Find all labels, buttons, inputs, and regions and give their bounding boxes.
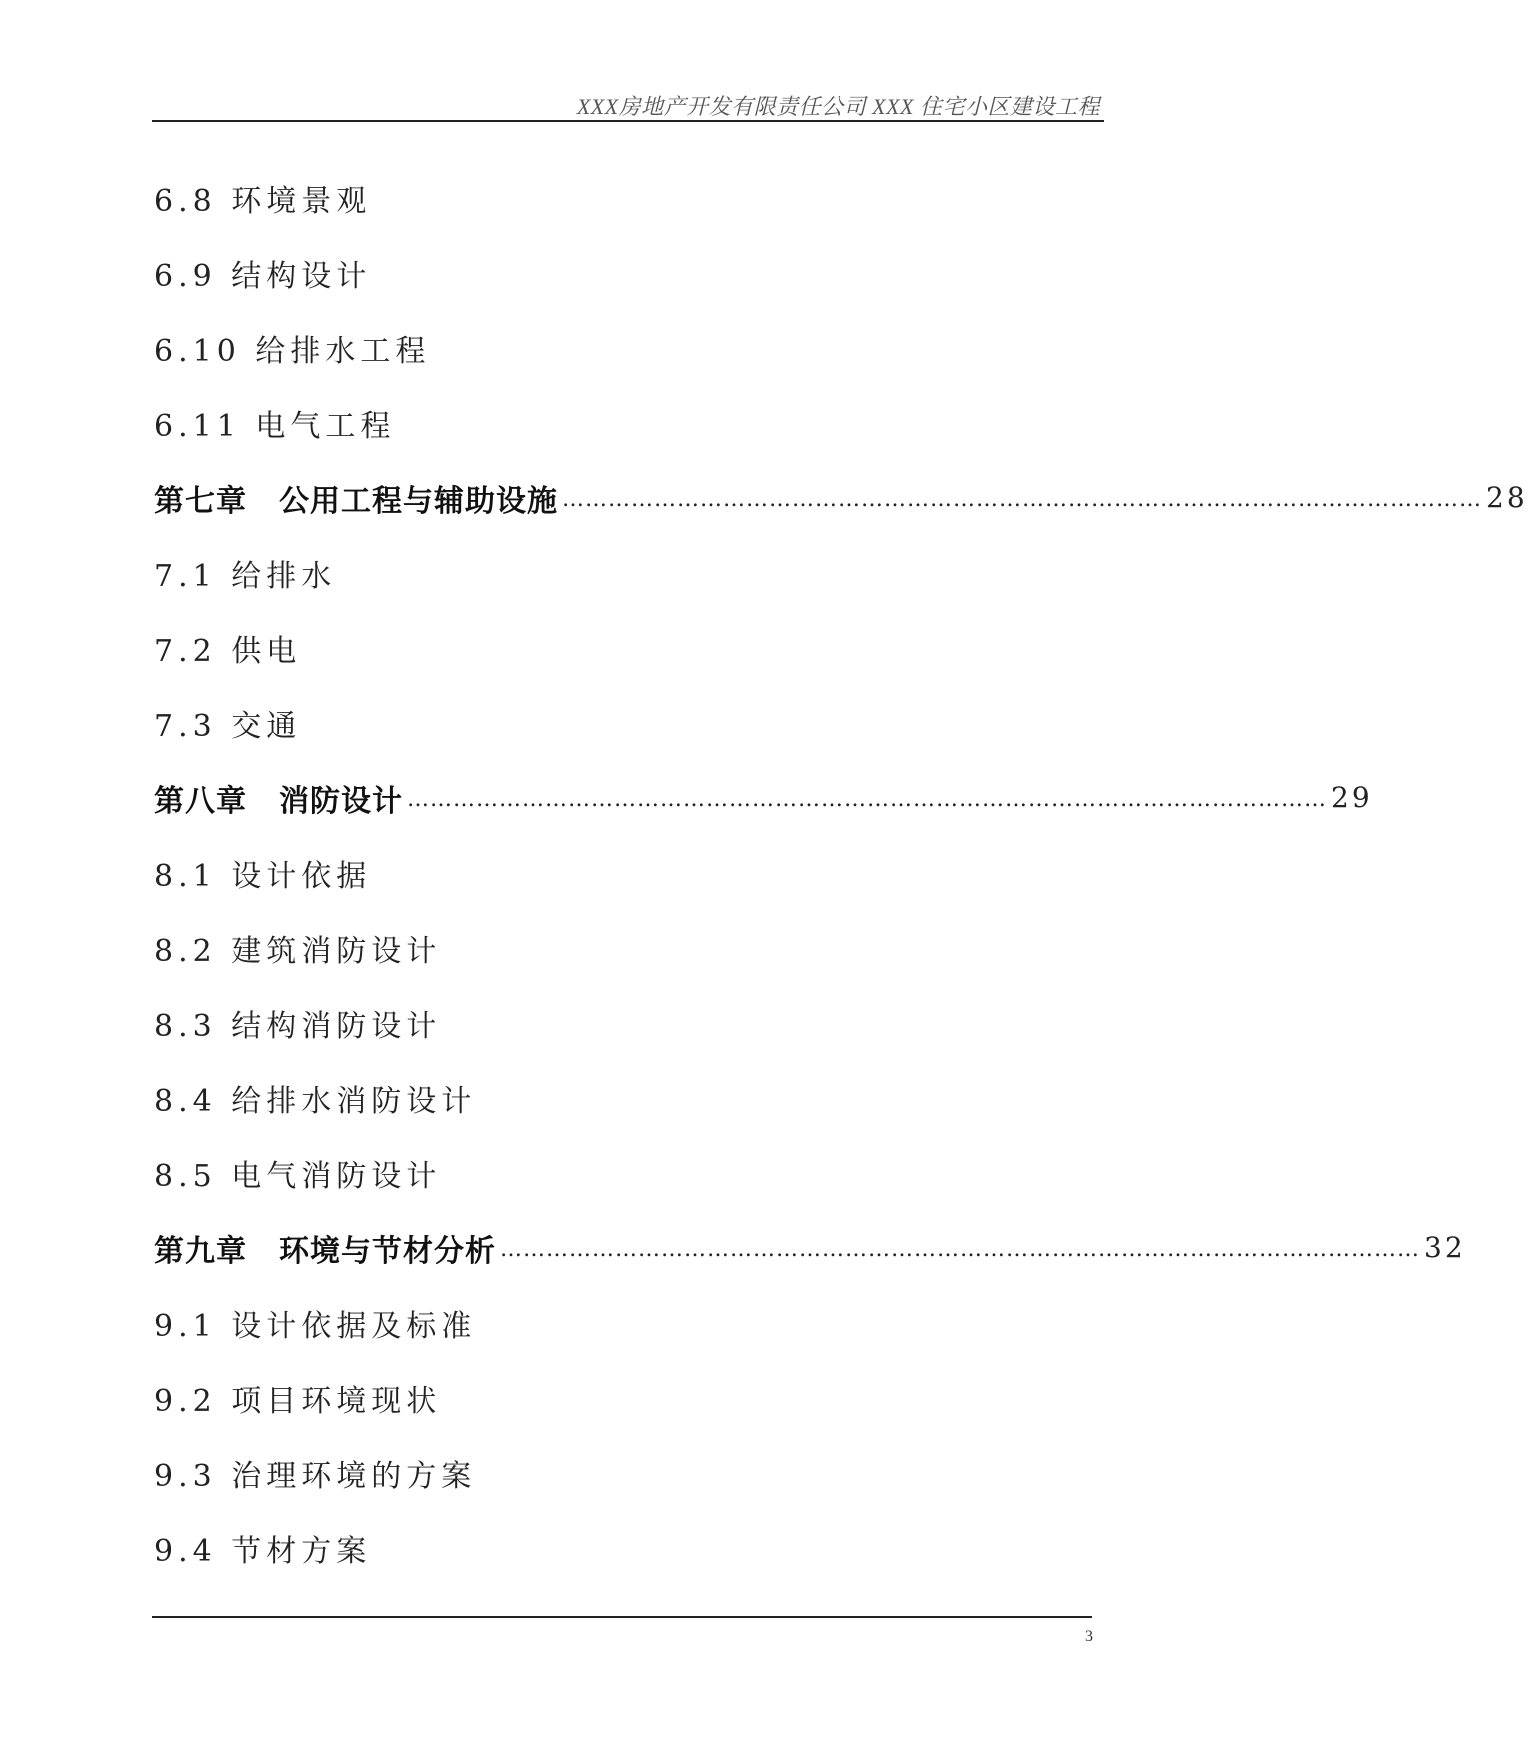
toc-entry-text: 8.4 给排水消防设计 — [154, 1083, 477, 1119]
chapter-number: 第九章 — [154, 1233, 247, 1269]
toc-entry[interactable] — [154, 1360, 1086, 1435]
toc-entry[interactable] — [154, 160, 1086, 235]
page-header — [152, 84, 1104, 122]
toc-entry-text: 6.11 电气工程 — [154, 408, 396, 444]
toc-entry-text: 9.1 设计依据及标准 — [154, 1308, 477, 1344]
toc-entry[interactable] — [154, 1060, 1086, 1135]
toc-entry[interactable] — [154, 1285, 1086, 1360]
chapter-page-number: 29 — [1331, 781, 1373, 814]
chapter-number: 第七章 — [154, 483, 247, 519]
toc-entry[interactable] — [154, 310, 1086, 385]
toc-entry[interactable] — [154, 385, 1086, 460]
dot-leader: ………………………………………………………………………………………………………… — [562, 487, 1482, 512]
toc-chapter-entry[interactable] — [154, 760, 1373, 835]
table-of-contents — [154, 160, 1528, 1585]
toc-entry-text: 7.3 交通 — [154, 708, 302, 744]
toc-entry[interactable] — [154, 835, 1086, 910]
toc-entry-text: 8.5 电气消防设计 — [154, 1158, 442, 1194]
toc-entry[interactable] — [154, 1135, 1086, 1210]
chapter-title: 公用工程与辅助设施 — [279, 483, 558, 519]
toc-entry-text: 8.2 建筑消防设计 — [154, 933, 442, 969]
dot-leader: ………………………………………………………………………………………………………… — [500, 1237, 1420, 1262]
toc-entry[interactable] — [154, 610, 1086, 685]
toc-entry[interactable] — [154, 685, 1086, 760]
toc-entry[interactable] — [154, 1510, 1086, 1585]
toc-entry-text: 6.10 给排水工程 — [154, 333, 431, 369]
toc-entry-text: 6.8 环境景观 — [154, 183, 372, 219]
toc-entry[interactable] — [154, 1435, 1086, 1510]
toc-entry-text: 8.1 设计依据 — [154, 858, 372, 894]
toc-entry[interactable] — [154, 910, 1086, 985]
toc-entry-text: 9.2 项目环境现状 — [154, 1383, 442, 1419]
toc-entry-text: 7.1 给排水 — [154, 558, 337, 594]
toc-entry-text: 9.3 治理环境的方案 — [154, 1458, 477, 1494]
toc-entry-text: 8.3 结构消防设计 — [154, 1008, 442, 1044]
chapter-title: 环境与节材分析 — [279, 1233, 496, 1269]
toc-entry[interactable] — [154, 535, 1086, 610]
toc-entry-text: 6.9 结构设计 — [154, 258, 372, 294]
chapter-number: 第八章 — [154, 783, 247, 819]
dot-leader: ………………………………………………………………………………………………………… — [407, 787, 1327, 812]
page-number: 3 — [1085, 1628, 1093, 1645]
chapter-page-number: 32 — [1424, 1231, 1466, 1264]
toc-entry-text: 7.2 供电 — [154, 633, 302, 669]
toc-chapter-entry[interactable] — [154, 1210, 1466, 1285]
toc-entry-text: 9.4 节材方案 — [154, 1533, 372, 1569]
footer-divider — [152, 1616, 1092, 1618]
toc-chapter-entry[interactable] — [154, 460, 1528, 535]
chapter-title: 消防设计 — [279, 783, 403, 819]
chapter-page-number: 28 — [1486, 481, 1528, 514]
toc-entry[interactable] — [154, 985, 1086, 1060]
header-title: XXX房地产开发有限责任公司 XXX 住宅小区建设工程 — [576, 94, 1100, 119]
toc-entry[interactable] — [154, 235, 1086, 310]
